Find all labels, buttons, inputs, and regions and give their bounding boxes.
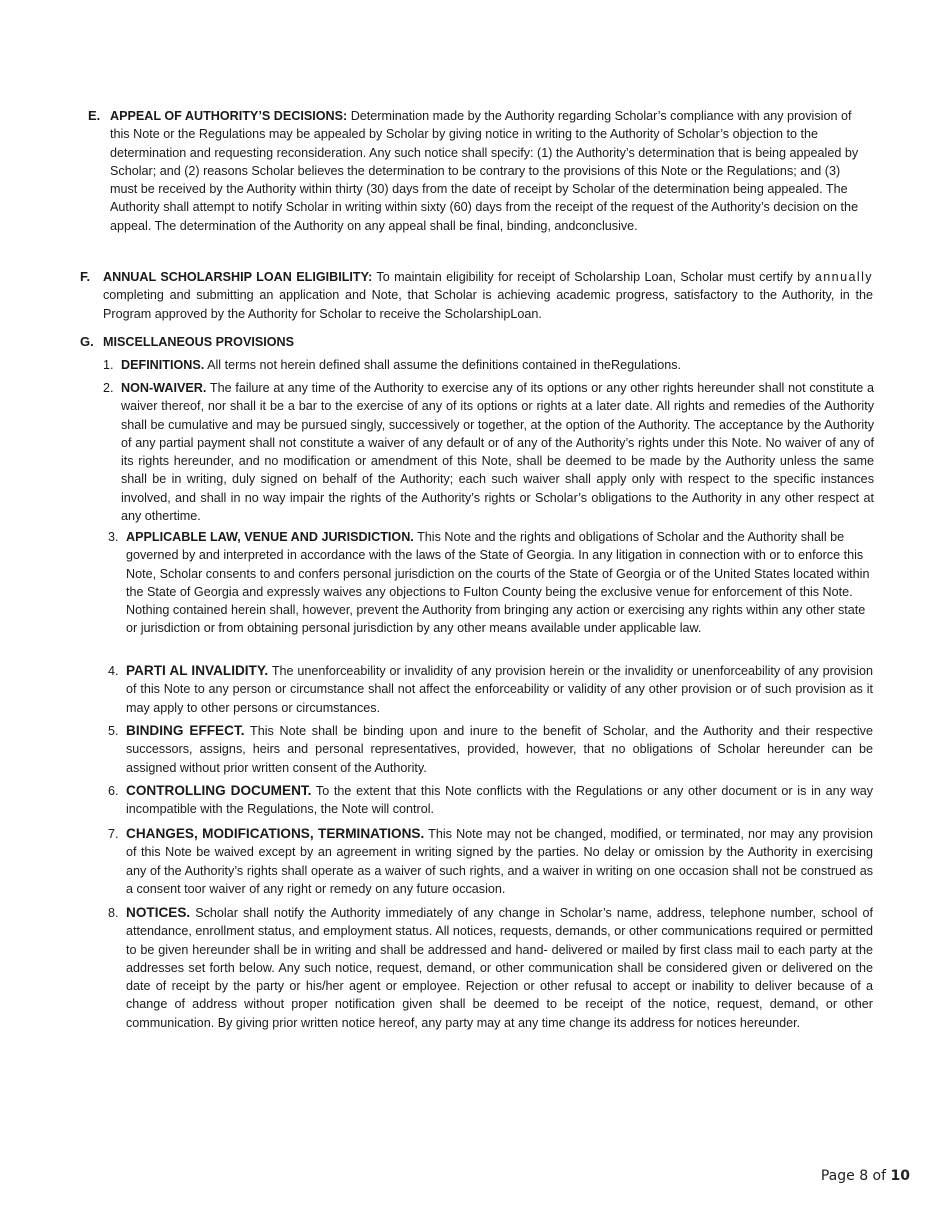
provision-changes — [108, 825, 873, 898]
provision-definitions — [103, 356, 873, 374]
section-text-spaced: annually — [814, 270, 873, 284]
item-text: All terms not herein defined shall assume the definitions contained in theRegulations. — [204, 358, 682, 372]
page-number-footer — [821, 1168, 910, 1184]
item-text: The unenforceability or invalidity of any provision herein or the invalidity or unenforceability of any provision of this Note to any person or circumstance shall not affect the enforceability or validity of any other provision or of such provision as it may apply to other persons or circumstances. — [126, 664, 873, 715]
item-body — [121, 379, 874, 525]
item-body — [126, 528, 870, 638]
item-number: 5. — [108, 724, 119, 738]
provision-binding-effect — [108, 722, 873, 777]
section-g-miscellaneous — [80, 333, 873, 351]
item-heading: APPLICABLE LAW, VENUE AND JURISDICTION. — [126, 530, 414, 544]
item-number: 8. — [108, 906, 119, 920]
item-body — [126, 904, 873, 1032]
item-body — [126, 662, 873, 717]
item-body — [126, 782, 873, 819]
item-number: 3. — [108, 530, 119, 544]
item-heading: NOTICES. — [126, 905, 191, 920]
item-text: This Note and the rights and obligations of Scholar and the Authority shall be governed by and interpreted in accordance with the laws of the State of Georgia. In any litigation in connection with or to enforce this Note, Scholar consents to and confers personal jurisdiction on the courts of the State of Georgia or of the United States located within the State of Georgia and expressly waives any objections to Fulton County being the exclusive venue for enforcement of this Note. Nothing contained herein shall, however, prevent the Authority from bringing any action or exercising any rights within any other state or jurisdiction or from obtaining personal jurisdiction by any other means available under applicable law. — [126, 530, 870, 636]
provision-controlling-document — [108, 782, 873, 819]
item-number: 7. — [108, 827, 119, 841]
section-text: Determination made by the Authority regarding Scholar’s compliance with any provision of this Note or the Regulations may be appealed by Scholar by giving notice in writing to the Authority of Scholar’s objection to the determination and requesting reconsideration. Any such notice shall specify: (1) the Authority’s determination that is being appealed by Scholar; and (2) reasons Scholar believes the determination to be contrary to the provisions of this Note or the Regulations; and (3) must be received by the Authority within thirty (30) days from the date of receipt by Scholar of the determination being appealed. The Authority shall attempt to notify Scholar in writing within sixty (60) days from the receipt of the request of the Authority’s decision on the appeal. The determination of the Authority on any appeal shall be final, binding, andconclusive. — [110, 109, 859, 233]
item-number: 4. — [108, 664, 119, 678]
item-heading: BINDING EFFECT. — [126, 723, 245, 738]
item-heading: PARTI AL INVALIDITY. — [126, 663, 269, 678]
item-heading: NON-WAIVER. — [121, 381, 207, 395]
item-text: Scholar shall notify the Authority immediately of any change in Scholar’s name, address, telephone number, school of attendance, enrollment status, and employment status. All notices, requests, demands, or other communications required or permitted to be given hereunder shall be in writing and shall be addressed and hand- delivered or mailed by first class mail to each party at the addresses set forth below. Any such notice, request, demand, or other communication shall be considered given or delivered on the date of receipt by the party or his/her agent or employee. Rejection or other refusal to accept or inability to deliver because of a change of address without proper notification given shall be deemed to be receipt of the notice, request, demand, or other communication. By giving prior written notice hereof, any party may at any time change its address for notices hereunder. — [126, 906, 873, 1030]
item-text: The failure at any time of the Authority to exercise any of its options or any other rights hereunder shall not constitute a waiver thereof, nor shall it be a bar to the exercise of any of its options or rights at a later date. All rights and remedies of the Authority shall be cumulative and may be pursued singly, successively or together, at the option of the Authority. The acceptance by the Authority of any partial payment shall not constitute a waiver of any default or of any of the Authority’s rights under this Note. No waiver of any of its rights hereunder, and no modification or amendment of this Note, shall be deemed to be made by the Authority unless the same shall be in writing, duly signed on behalf of the Authority; each such waiver shall apply only with respect to the specific instances involved, and shall in no way impair the rights of the Authority’s rights or Scholar’s obligations to the Authority in any other respect at any othertime. — [121, 381, 874, 524]
item-heading: DEFINITIONS. — [121, 358, 205, 372]
section-f-eligibility — [80, 268, 873, 323]
section-body — [103, 268, 873, 323]
item-body — [126, 722, 873, 777]
item-heading: CHANGES, MODIFICATIONS, TERMINATIONS. — [126, 826, 425, 841]
item-number: 6. — [108, 784, 119, 798]
item-number: 1. — [103, 358, 114, 372]
section-letter: G. — [80, 334, 94, 349]
provision-non-waiver — [103, 379, 874, 525]
section-body — [110, 107, 868, 235]
item-heading: CONTROLLING DOCUMENT. — [126, 783, 312, 798]
section-e-appeal — [88, 107, 868, 235]
section-heading: ANNUAL SCHOLARSHIP LOAN ELIGIBILITY: — [103, 270, 373, 284]
section-letter: E. — [88, 108, 101, 123]
provision-applicable-law — [108, 528, 870, 638]
section-heading: APPEAL OF AUTHORITY’S DECISIONS: — [110, 109, 348, 123]
item-body — [126, 825, 873, 898]
item-number: 2. — [103, 381, 114, 395]
provision-notices — [108, 904, 873, 1032]
total-pages: 10 — [890, 1168, 910, 1184]
page-label: Page 8 of — [820, 1168, 891, 1184]
section-text: To maintain eligibility for receipt of Scholarship Loan, Scholar must certify by — [372, 270, 815, 284]
provision-partial-invalidity — [108, 662, 873, 717]
section-text: completing and submitting an application and Note, that Scholar is achieving academic progress, satisfactory to the Authority, in the Program approved by the Authority for Scholar to receive the ScholarshipLoan. — [103, 288, 873, 321]
item-text: This Note shall be binding upon and inure to the benefit of Scholar, and the Authority and their respective successors, assigns, heirs and personal representatives, provided, however, that no obligations of Scholar hereunder can be assigned without prior written consent of the Authority. — [126, 724, 873, 775]
item-body — [121, 356, 873, 374]
item-text: To the extent that this Note conflicts with the Regulations or any other document or is in any way incompatible with the Regulations, the Note will control. — [126, 784, 873, 817]
item-text: This Note may not be changed, modified, or terminated, nor may any provision of this Note be waived except by an agreement in writing signed by the parties. No delay or omission by the Authority in exercising any of the Authority’s rights shall operate as a waiver of such rights, and a waiver in writing on one occasion shall not be construed as a consent toor waiver of any right or remedy on any future occasion. — [126, 827, 874, 896]
section-title: MISCELLANEOUS PROVISIONS — [103, 335, 295, 349]
section-letter: F. — [80, 269, 91, 284]
